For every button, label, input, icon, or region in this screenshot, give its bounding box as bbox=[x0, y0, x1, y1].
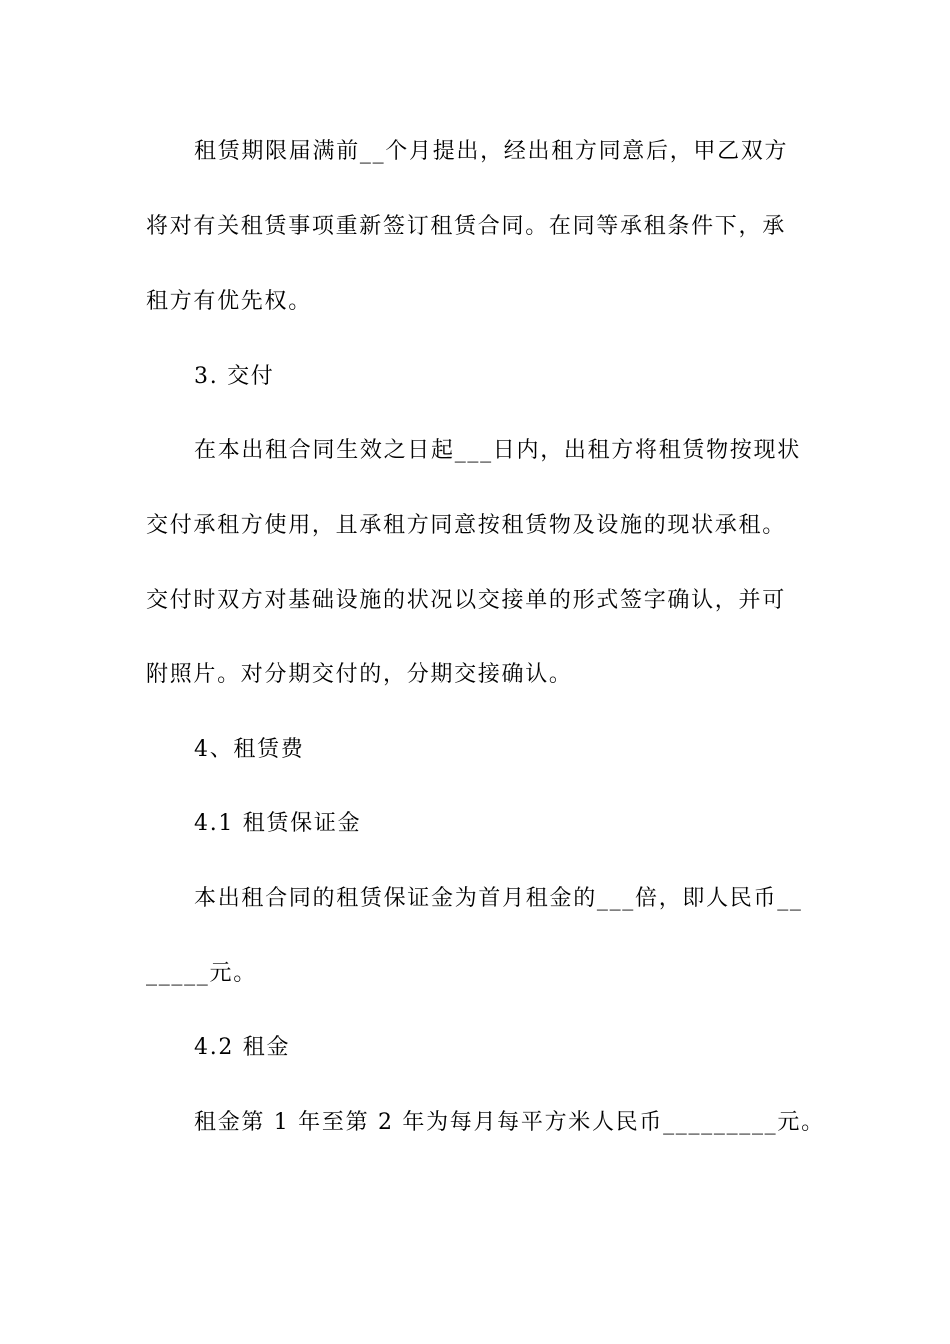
paragraph-delivery-line-3: 交付时双方对基础设施的状况以交接单的形式签字确认，并可 bbox=[146, 588, 786, 613]
paragraph-delivery-line-4: 附照片。对分期交付的，分期交接确认。 bbox=[146, 662, 573, 687]
subsection-heading-deposit: 4.1 租赁保证金 bbox=[194, 811, 362, 836]
paragraph-deposit-line-1: 本出租合同的租赁保证金为首月租金的___倍，即人民币__ bbox=[194, 886, 803, 911]
paragraph-renewal-line-1: 租赁期限届满前__个月提出，经出租方同意后，甲乙双方 bbox=[194, 139, 789, 164]
section-heading-delivery: 3. 交付 bbox=[194, 364, 275, 389]
paragraph-renewal-line-3: 租方有优先权。 bbox=[146, 289, 312, 314]
section-heading-rent-fee: 4、租赁费 bbox=[194, 737, 305, 762]
paragraph-delivery-line-1: 在本出租合同生效之日起___日内，出租方将租赁物按现状 bbox=[194, 438, 801, 463]
paragraph-delivery-line-2: 交付承租方使用，且承租方同意按租赁物及设施的现状承租。 bbox=[146, 513, 786, 538]
paragraph-deposit-line-2: _____元。 bbox=[146, 961, 257, 986]
paragraph-rent-line-1: 租金第 1 年至第 2 年为每月每平方米人民币_________元。 bbox=[194, 1110, 825, 1135]
subsection-heading-rent: 4.2 租金 bbox=[194, 1035, 291, 1060]
paragraph-renewal-line-2: 将对有关租赁事项重新签订租赁合同。在同等承租条件下，承 bbox=[146, 214, 786, 239]
